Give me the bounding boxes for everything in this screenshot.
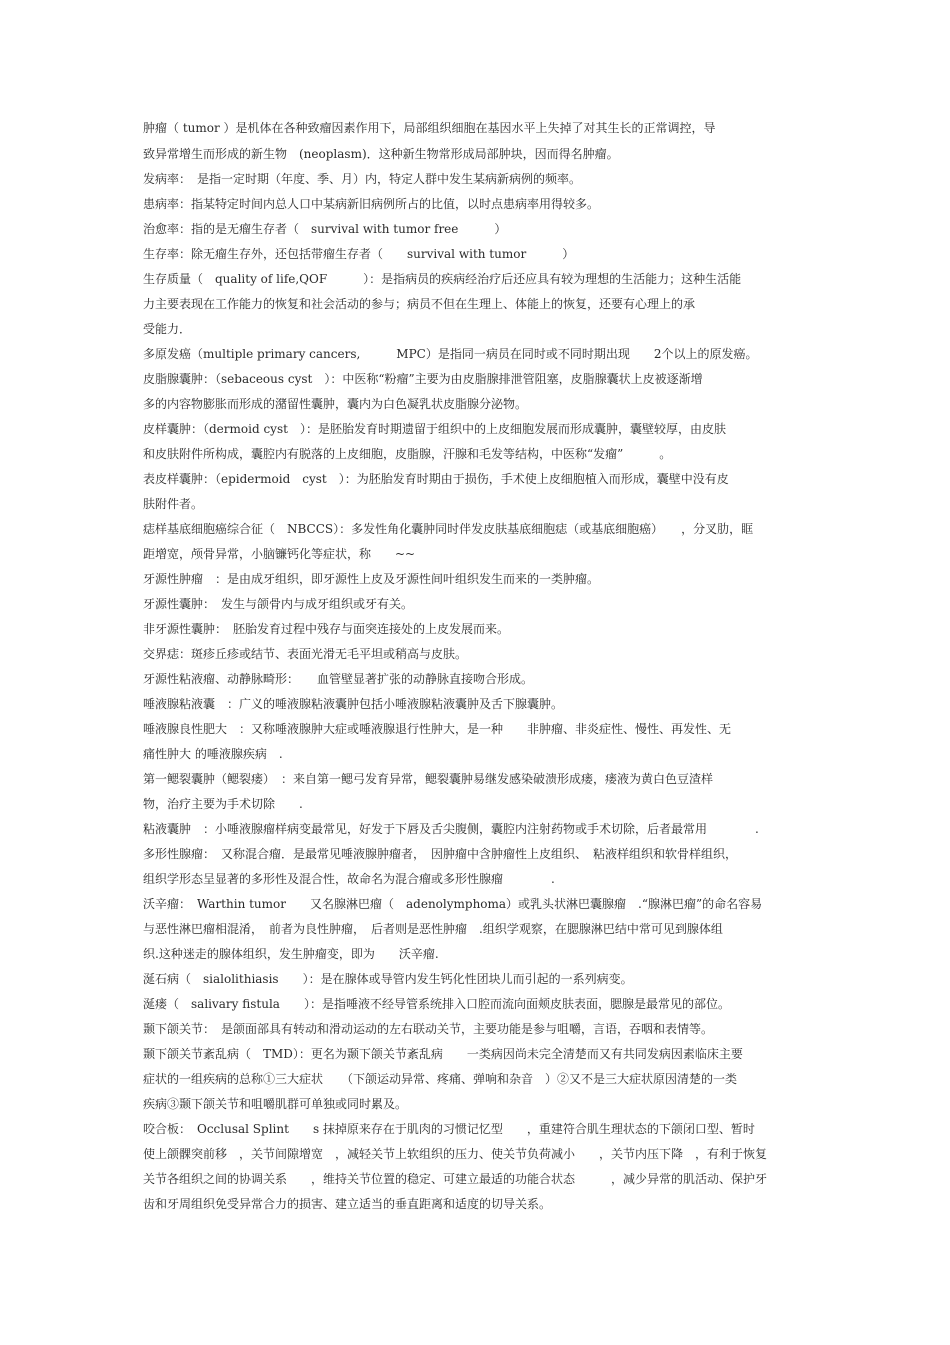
text-line: 痛性肿大 的唾液腺疾病 . [143, 747, 283, 761]
text-line: 肿瘤（ tumor ）是机体在各种致瘤因素作用下，局部组织细胞在基因水平上失掉了对其生长的正常调控，导 [143, 121, 716, 135]
text-line: 受能力． [143, 322, 192, 336]
text-line: 多形性腺瘤： 又称混合瘤．是最常见唾液腺肿瘤者， 因肿瘤中含肿瘤性上皮组织、 粘液样组织和软骨样组织， [143, 847, 738, 861]
text-line: 疾病③颞下颌关节和咀嚼肌群可单独或同时累及。 [143, 1097, 408, 1111]
text-line: 和皮肤附件所构成，囊腔内有脱落的上皮细胞，皮脂腺，汗腺和毛发等结构，中医称“发瘤” 。 [143, 447, 672, 461]
text-line: 生存率：除无瘤生存外，还包括带瘤生存者（ survival with tumor ） [143, 247, 575, 261]
text-line: 症状的一组疾病的总称①三大症状 （下颌运动异常、疼痛、弹响和杂音 ）②又不是三大症状原因清楚的一类 [143, 1072, 738, 1086]
text-line: 咬合板： Occlusal Splint s 抹掉原来存在于肌肉的习惯记忆型 ，重建符合肌生理状态的下颌闭口型、暂时 [143, 1122, 755, 1136]
text-line: 粘液囊肿 ：小唾液腺瘤样病变最常见，好发于下唇及舌尖腹侧，囊腔内注射药物或手术切除，后者最常用 . [143, 822, 759, 836]
text-line: 牙源性囊肿： 发生与颌骨内与成牙组织或牙有关。 [143, 597, 414, 611]
text-line: 距增宽，颅骨异常，小脑镰钙化等症状，称 ~~ [143, 547, 416, 561]
text-line: 涎瘘（ salivary fistula ）：是指唾液不经导管系统排入口腔而流向面颊皮肤表面，腮腺是最常见的部位。 [143, 997, 730, 1011]
text-line: 皮脂腺囊肿：（sebaceous cyst ）：中医称“粉瘤”主要为由皮脂腺排泄管阻塞，皮脂腺囊状上皮被逐渐增 [143, 372, 703, 386]
text-line: 多原发癌（multiple primary cancers, MPC）是指同一病员在同时或不同时期出现 2个以上的原发癌。 [143, 347, 758, 361]
text-line: 齿和牙周组织免受异常合力的损害、建立适当的垂直距离和适度的切导关系。 [143, 1197, 552, 1211]
text-line: 唾液腺良性肥大 ：又称唾液腺肿大症或唾液腺退行性肿大，是一种 非肿瘤、非炎症性、慢性、再发性、无 [143, 722, 732, 736]
text-line: 与恶性淋巴瘤相混淆， 前者为良性肿瘤， 后者则是恶性肿瘤 .组织学观察，在腮腺淋巴结中常可见到腺体组 [143, 922, 723, 936]
text-line: 多的内容物膨胀而形成的潴留性囊肿，囊内为白色凝乳状皮脂腺分泌物。 [143, 397, 528, 411]
text-line: 物，治疗主要为手术切除 . [143, 797, 303, 811]
text-line: 颞下颌关节紊乱病（ TMD）：更名为颞下颌关节紊乱病 一类病因尚未完全清楚而又有共同发病因素临床主要 [143, 1047, 743, 1061]
text-line: 牙源性粘液瘤、动静脉畸形： 血管壁显著扩张的动静脉直接吻合形成。 [143, 672, 534, 686]
text-line: 皮样囊肿：（dermoid cyst ）：是胚胎发育时期遗留于组织中的上皮细胞发展而形成囊肿，囊壁较厚，由皮肤 [143, 422, 726, 436]
text-line: 关节各组织之间的协调关系 ，维持关节位置的稳定、可建立最适的功能合状态 ，减少异常的肌活动、保护牙 [143, 1172, 768, 1186]
text-line: 唾液腺粘液囊 ：广义的唾液腺粘液囊肿包括小唾液腺粘液囊肿及舌下腺囊肿。 [143, 697, 564, 711]
text-line: 牙源性肿瘤 ：是由成牙组织，即牙源性上皮及牙源性间叶组织发生而来的一类肿瘤。 [143, 572, 600, 586]
text-line: 交界痣：斑疹丘疹或结节、表面光滑无毛平坦或稍高与皮肤。 [143, 647, 468, 661]
text-line: 表皮样囊肿：（epidermoid cyst ）：为胚胎发育时期由于损伤，手术使上皮细胞植入而形成，囊壁中没有皮 [143, 472, 729, 486]
text-line: 力主要表现在工作能力的恢复和社会活动的参与；病员不但在生理上、体能上的恢复，还要有心理上的承 [143, 297, 696, 311]
text-line: 致异常增生而形成的新生物 (neoplasm)．这种新生物常形成局部肿块，因而得名肿瘤。 [143, 147, 619, 161]
text-line: 第一鳃裂囊肿（鳃裂瘘） ：来自第一鳃弓发育异常，鳃裂囊肿易继发感染破溃形成瘘，瘘液为黄白色豆渣样 [143, 772, 714, 786]
text-line: 肤附件者。 [143, 497, 204, 511]
text-line: 组织学形态呈显著的多形性及混合性，故命名为混合瘤或多形性腺瘤 . [143, 872, 555, 886]
text-line: 织.这种迷走的腺体组织，发生肿瘤变，即为 沃辛瘤. [143, 947, 439, 961]
text-line: 非牙源性囊肿： 胚胎发育过程中残存与面突连接处的上皮发展而来。 [143, 622, 510, 636]
text-line: 颞下颌关节： 是颌面部具有转动和滑动运动的左右联动关节，主要功能是参与咀嚼，言语，吞咽和表情等。 [143, 1022, 714, 1036]
text-line: 患病率：指某特定时间内总人口中某病新旧病例所占的比值，以时点患病率用得较多。 [143, 197, 600, 211]
text-line: 使上颌髁突前移 ，关节间隙增宽 ，减轻关节上软组织的压力、使关节负荷减小 ，关节内压下降 ，有利于恢复 [143, 1147, 768, 1161]
text-line: 痣样基底细胞癌综合征（ NBCCS）：多发性角化囊肿同时伴发皮肤基底细胞痣（或基底细胞癌） ，分叉肋，眶 [143, 522, 754, 536]
text-line: 涎石病（ sialolithiasis ）：是在腺体或导管内发生钙化性团块儿而引起的一系列病变。 [143, 972, 633, 986]
text-line: 沃辛瘤： Warthin tumor 又名腺淋巴瘤（ adenolymphoma）或乳头状淋巴囊腺瘤 .“腺淋巴瘤”的命名容易 [143, 897, 763, 911]
text-line: 发病率： 是指一定时期（年度、季、月）内，特定人群中发生某病新病例的频率。 [143, 172, 582, 186]
text-line: 生存质量（ quality of life,QOF ）：是指病员的疾病经治疗后还应具有较为理想的生活能力；这种生活能 [143, 272, 742, 286]
text-line: 治愈率：指的是无瘤生存者（ survival with tumor free ） [143, 222, 507, 236]
